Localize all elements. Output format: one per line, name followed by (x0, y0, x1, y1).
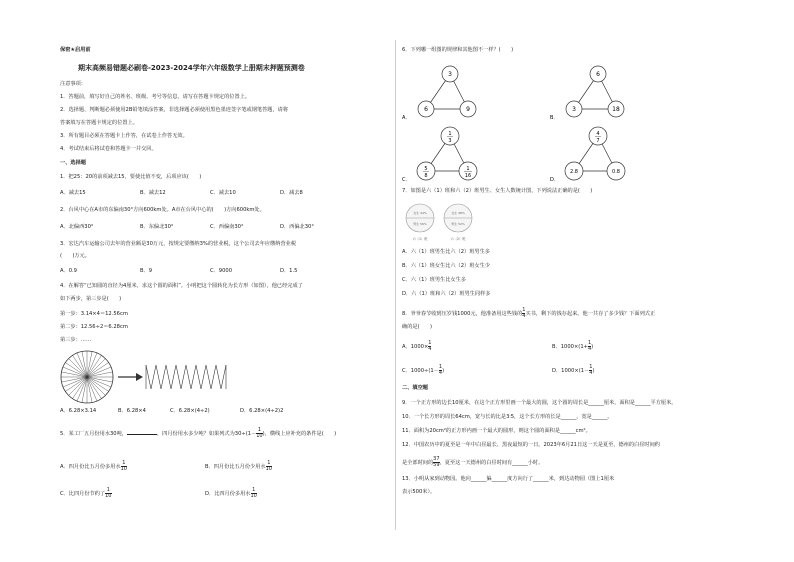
question-stem: 1．把25：20的前项减去15，要使比值不变，后项应该( ) (60, 174, 202, 180)
option: A．减去15 (60, 190, 86, 196)
triangle-c (402, 127, 477, 183)
transform-arrow (118, 373, 143, 381)
option: D．西偏北30° (280, 224, 314, 230)
svg-text:3: 3 (448, 71, 452, 78)
option: C．9000 (210, 268, 233, 274)
question-stem: 确的是( ) (402, 324, 432, 330)
option: C．六（1）班男生比女生多 (402, 277, 466, 283)
question-stem: 如下两步，第三步是( ) (60, 296, 122, 302)
question-stem: 8．爷爷春节收到压岁钱1000元，他准备用这些钱的 $\frac{1}{4}$ 买书，剩下的钱存起来。他一共存了多少钱？下面列式正 (402, 307, 656, 319)
option: D．六（1）班和六（2）班男生同样多 (402, 291, 491, 297)
triangle-figures (402, 58, 652, 183)
pie-charts-figure (402, 198, 482, 244)
option: D．1000×(1－ $\frac{1}{4}$ ) (552, 364, 595, 376)
option: D．6.28×(4÷2)2 (240, 408, 284, 414)
option: A．四月份比五月份多用水 $\frac{1}{10}$ (60, 460, 127, 472)
option: A．6.28×3.14 (60, 408, 97, 414)
question-stem: 7．如图是六（1）班和六（2）班男生、女生人数统计图，下列说法正确的是( ) (402, 188, 593, 194)
option: D．比四月份多用水 $\frac{1}{10}$ (205, 487, 257, 499)
svg-text:18: 18 (612, 106, 620, 113)
option: B．6.28×4 (118, 408, 146, 414)
svg-text:男生 52%: 男生 52% (451, 222, 465, 226)
svg-text:6: 6 (424, 106, 428, 113)
sectored-circle (61, 351, 113, 403)
pie-class-2 (444, 204, 472, 241)
option: B．六（1）班女生比六（2）班女生少 (402, 263, 490, 269)
notice-item: 答案填写在答题卡规定的位置上。 (60, 120, 138, 126)
svg-text:D．: D． (550, 177, 559, 183)
option: C．西偏南30° (210, 224, 244, 230)
svg-text:2.8: 2.8 (570, 169, 578, 175)
svg-text:0.8: 0.8 (612, 169, 620, 175)
notice-item: 4．考试结束后将试卷和答题卡一并交回。 (60, 146, 157, 152)
option: B．减去12 (140, 190, 166, 196)
question-stem: ( )万元。 (60, 253, 90, 259)
notice-item: 2．选择题、判断题必须使用2B铅笔填涂答案，非选择题必须使用黑色墨迹签字笔或钢笔答题，请将 (60, 107, 289, 113)
svg-text:9: 9 (466, 106, 470, 113)
option: B．东偏北30° (140, 224, 174, 230)
question-stem: 是全部时间的 $\frac{37}{59}$ ，夏至这一天德州的白昼时间有______小时。 (402, 456, 544, 468)
option: C．6.28×(4÷2) (170, 408, 210, 414)
option: A．六（1）班男生比六（2）班男生多 (402, 249, 490, 255)
pie-class-1 (406, 204, 434, 241)
triangle-d (550, 127, 625, 183)
option: D．1.5 (280, 268, 298, 274)
svg-text:4: 4 (596, 131, 600, 137)
triangle-b (550, 66, 624, 121)
svg-text:六（2）班: 六（2）班 (450, 237, 466, 241)
svg-text:B．: B． (550, 115, 559, 121)
svg-text:1: 1 (448, 131, 452, 137)
option: C．减去10 (210, 190, 236, 196)
question-stem: 表示500米）。 (402, 489, 436, 495)
svg-text:3: 3 (572, 106, 576, 113)
option: A．1000× $\frac{1}{4}$ (402, 340, 432, 352)
question-stem: 5．某工厂五月份用水30吨， ，四月份用水多少吨？如果列式为30÷(1－ $\frac{1}{10}$ )，横线上应补充的条件是( ) (60, 427, 337, 439)
option: B．1000×(1+ $\frac{1}{4}$ ) (552, 340, 594, 352)
question-stem: 3．宏达汽车运输公司去年的营业额是30万元，按规定要缴纳3%的营业税，这个公司去年应缴纳营业税 (60, 241, 297, 247)
triangle-a (402, 66, 476, 121)
notice-item: 1．答题前，填写好自己的姓名、班级、考号等信息，请写在答题卡规定的位置上。 (60, 94, 251, 100)
svg-text:男生 56%: 男生 56% (413, 222, 427, 226)
svg-text:7: 7 (596, 138, 600, 144)
question-stem: 4．在解答“已知圆的直径为4厘米，求这个圆的面积”。小明把这个圆转化为长方形（如图），他已经完成了 (60, 283, 303, 289)
question-stem: 9．一个正方形的边长10厘米，在这个正方形里画一个最大的圆，这个圆的周长是______厘米，面积是______平方厘米。 (402, 400, 677, 406)
svg-text:3: 3 (448, 138, 452, 144)
svg-text:A．: A． (402, 115, 411, 121)
option: C．比四月份节约了 $\frac{1}{10}$ (60, 487, 112, 499)
svg-text:8: 8 (424, 173, 428, 179)
confidential-label: 保密★启用前 (60, 47, 91, 53)
option: B．四月份比五月份少用水 $\frac{1}{10}$ (205, 460, 272, 472)
circle-to-rectangle-figure (60, 347, 310, 407)
exam-title: 期末高频易错题必刷卷-2023-2024学年六年级数学上册期末押题预测卷 (78, 64, 305, 72)
svg-text:女生 44%: 女生 44% (413, 211, 427, 215)
svg-text:女生 48%: 女生 48% (451, 211, 465, 215)
section-heading: 二、填空题 (402, 385, 428, 391)
question-stem: 2．台风中心在A市的东偏南30°方向600km处。A市在台风中心的( )方向600km处。 (60, 207, 265, 213)
step-line: 第二步：12.56÷2＝6.28cm (60, 324, 128, 330)
step-line: 第三步：…… (60, 337, 92, 343)
svg-text:16: 16 (464, 173, 472, 179)
svg-text:六（1）班: 六（1）班 (412, 237, 428, 241)
question-stem: 6．下列哪一组图的规律和其他图不一样？( ) (402, 47, 514, 53)
option: D．减去8 (280, 190, 303, 196)
notice-item: 3．所有题目必须在答题卡上作答，在试卷上作答无效。 (60, 133, 188, 139)
zigzag-rectangle (146, 365, 226, 389)
step-line: 第一步：3.14×4＝12.56cm (60, 311, 128, 317)
notice-heading: 注意事项： (60, 81, 86, 87)
svg-text:1: 1 (466, 166, 470, 172)
option: B．9 (140, 268, 153, 274)
section-heading: 一、选择题 (60, 160, 86, 166)
svg-text:C．: C． (402, 177, 411, 183)
svg-text:5: 5 (424, 166, 428, 172)
option: C．1000÷(1－ $\frac{1}{4}$ ) (402, 364, 445, 376)
question-stem: 11．面积为20cm²的正方形内画一个最大的圆形，则这个圆的面积是______cm²。 (402, 428, 591, 434)
option: A．北偏西30° (60, 224, 94, 230)
question-stem: 13．小明从家到动物园。他向______偏______度方向行了______米，到达动物园（图上1厘米 (402, 476, 615, 482)
question-stem: 10．一个长方形的周长64cm，宽与长的比是3∶5，这个长方形的长是______，宽是______。 (402, 414, 613, 420)
column-divider (395, 40, 396, 530)
option: A．0.9 (60, 268, 77, 274)
question-stem: 12．中国农历中的夏至是一年中白昼最长、黑夜最短的一日。2023年6月21日这一天是夏至，德州的白昼时间约 (402, 442, 660, 448)
svg-text:6: 6 (596, 71, 600, 78)
